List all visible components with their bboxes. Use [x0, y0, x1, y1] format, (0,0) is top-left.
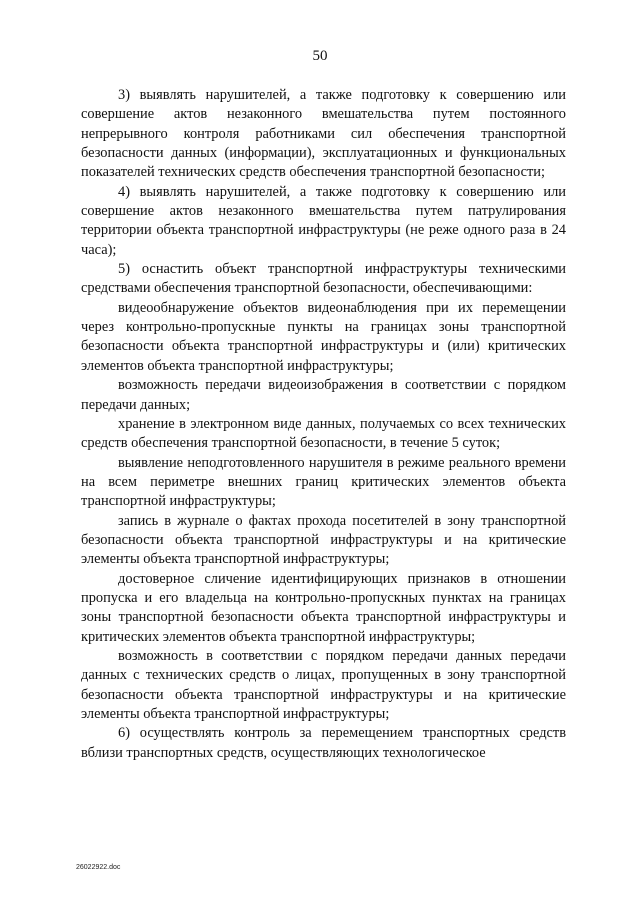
paragraph-data-transfer: возможность в соответствии с порядком передачи данных передачи данных с технических средств о лицах, пропущенных в зону транспортной безопасности объекта транспортной инфраструктуры и на критические элементы объекта транспортной инфраструктуры;	[81, 647, 566, 722]
paragraph-data-storage: хранение в электронном виде данных, получаемых со всех технических средств обеспечения транспортной безопасности, в течение 5 суток;	[81, 415, 566, 452]
paragraph-item-6: 6) осуществлять контроль за перемещением транспортных средств вблизи транспортных средств, осуществляющих технологическое	[81, 725, 566, 761]
paragraph-pass-verification: достоверное сличение идентифицирующих признаков в отношении пропуска и его владельца на контрольно-пропускных пунктах на границах зоны транспортной безопасности объекта транспортной инфраструктуры и критических элементов объекта транспортной инфраструктуры;	[81, 570, 566, 645]
paragraph-intruder-detection: выявление неподготовленного нарушителя в режиме реального времени на всем периметре внешних границ критических элементов объекта транспортной инфраструктуры;	[81, 454, 566, 510]
paragraph-item-4: 4) выявлять нарушителей, а также подготовку к совершению или совершение актов незаконного вмешательства путем патрулирования территории объекта транспортной инфраструктуры (не реже одного раза в 24 часа);	[81, 183, 566, 258]
document-body	[81, 86, 566, 763]
paragraph-item-3: 3) выявлять нарушителей, а также подготовку к совершению или совершение актов незаконного вмешательства путем постоянного непрерывного контроля работниками сил обеспечения транспортной безопасности данных (информации), эксплуатационных и функциональных показателей технических средств обеспечения транспортной безопасности;	[81, 87, 566, 181]
paragraph-video-transmission: возможность передачи видеоизображения в соответствии с порядком передачи данных;	[81, 377, 566, 413]
paragraph-item-5: 5) оснастить объект транспортной инфраструктуры техническими средствами обеспечения транспортной безопасности, обеспечивающими:	[81, 261, 566, 297]
paragraph-visitor-log: запись в журнале о фактах прохода посетителей в зону транспортной безопасности объекта транспортной инфраструктуры и на критические элементы объекта транспортной инфраструктуры;	[81, 512, 566, 568]
paragraph-video-detection: видеообнаружение объектов видеонаблюдения при их перемещении через контрольно-пропускные пункты на границах зоны транспортной безопасности объекта транспортной инфраструктуры и (или) критических элементов объекта транспортной инфраструктуры;	[81, 299, 566, 374]
page-number: 50	[312, 48, 328, 64]
document-filename: 26022922.doc	[76, 864, 121, 871]
